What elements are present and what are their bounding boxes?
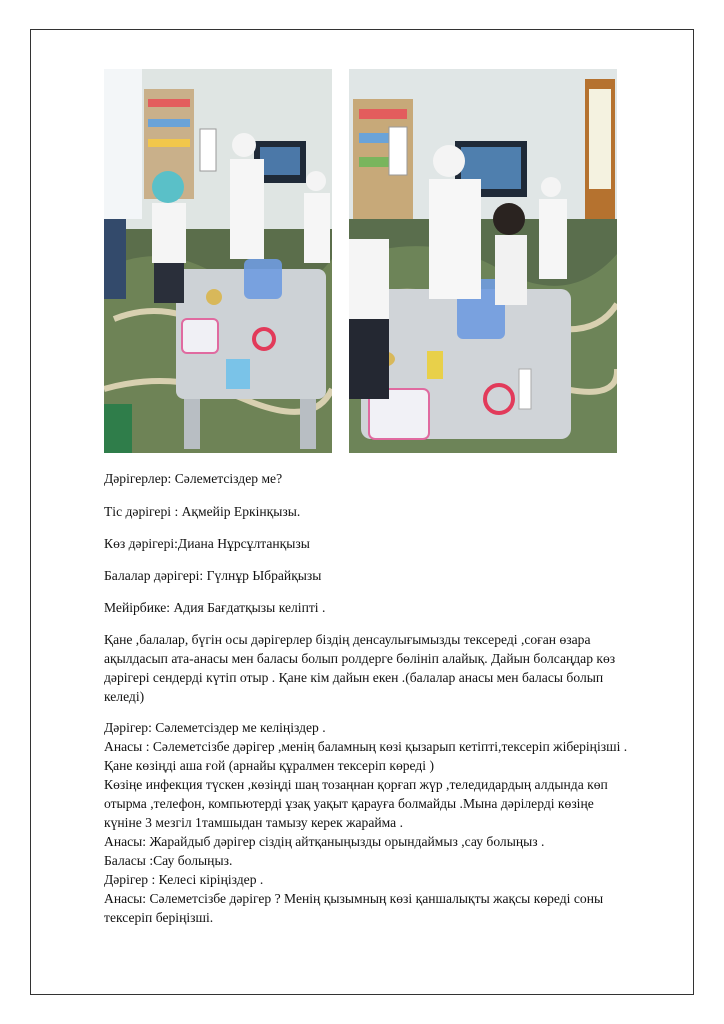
doctors-greeting: Дәрігерлер: Сәлеметсіздер ме?	[104, 471, 283, 486]
role-eye-doctor: Көз дәрігері:Диана Нұрсұлтанқызы	[104, 536, 310, 551]
classroom-photo-right	[349, 69, 617, 453]
dialogue-line: тексеріп беріңізші.	[104, 910, 214, 925]
role-pediatrician: Балалар дәрігері: Гүлнұр Ыбрайқызы	[104, 568, 322, 583]
role-dentist: Тіс дәрігері : Ақмейір Еркінқызы.	[104, 504, 301, 519]
intro-line: дәрігері сендерді күтіп отыр . Қане кім дайын екен .(балалар анасы мен баласы болып	[104, 670, 604, 685]
doctor-roleplay-image-left	[104, 69, 332, 453]
dialogue-line: Анасы : Сәлеметсізбе дәрігер ,менің баламның көзі қызарып кетіпті,тексеріп жіберіңізші .	[104, 739, 628, 754]
dialogue-line: Анасы: Сәлеметсізбе дәрігер ? Менің қызымның көзі қаншалықты жақсы көреді соны	[104, 891, 604, 906]
dialogue-line: отырма ,телефон, компьютерді ұзақ уақыт қарауға болмайды .Мына дәрілерді көзіңе	[104, 796, 594, 811]
doctor-roleplay-image-right	[349, 69, 617, 453]
dialogue-line: Дәрігер: Сәлеметсіздер ме келіңіздер .	[104, 720, 326, 735]
classroom-photo-left	[104, 69, 332, 453]
dialogue-line: күніне 3 мезгіл 1тамшыдан тамызу керек жарайма .	[104, 815, 403, 830]
role-nurse: Мейірбике: Адия Бағдатқызы келіпті .	[104, 600, 326, 615]
intro-line: келеді)	[104, 689, 145, 704]
dialogue-line: Көзіңе инфекция түскен ,көзіңді шаң тозаңнан қорғап жүр ,теледидардың алдында көп	[104, 777, 608, 792]
intro-line: Қане ,балалар, бүгін осы дәрігерлер біздің денсаулығымызды тексереді ,соған өзара	[104, 632, 591, 647]
dialogue-line: Қане көзіңді аша ғой (арнайы құралмен тексеріп көреді )	[104, 758, 435, 773]
dialogue-line: Анасы: Жарайдыб дәрігер сіздің айтқаныңызды орындаймыз ,сау болыңыз .	[104, 834, 545, 849]
dialogue-line: Дәрігер : Келесі кіріңіздер .	[104, 872, 264, 887]
intro-line: ақылдасып ата-анасы мен баласы болып ролдерге бөлініп алайық. Дайын болсаңдар көз	[104, 651, 616, 666]
dialogue-line: Баласы :Сау болыңыз.	[104, 853, 233, 868]
